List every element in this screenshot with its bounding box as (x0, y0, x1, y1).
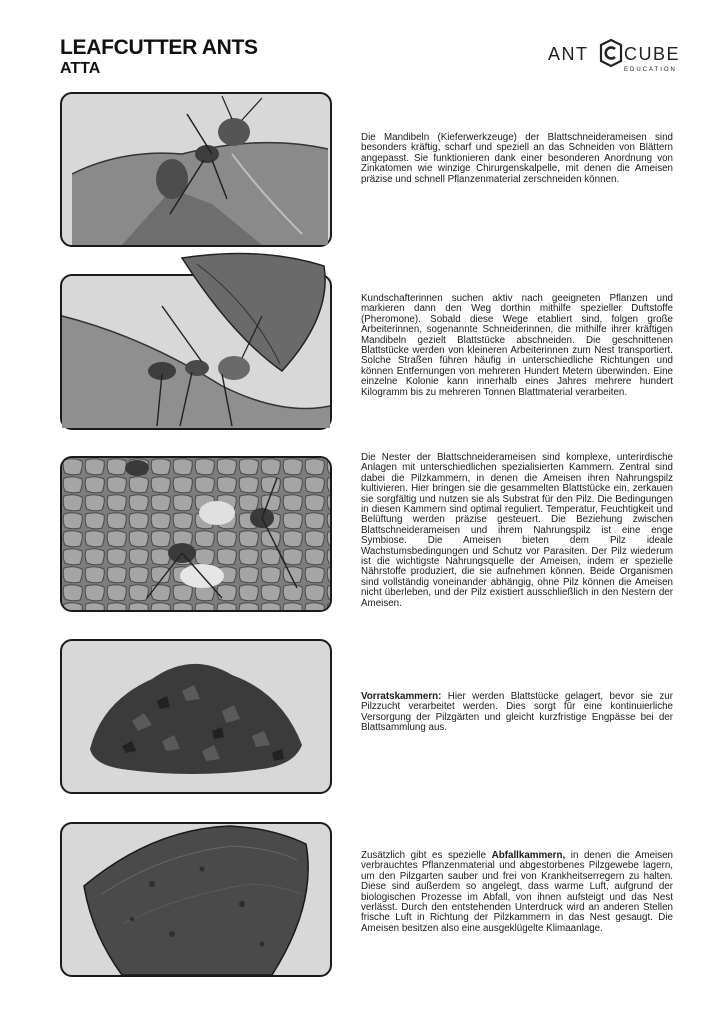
page-title: LEAFCUTTER ANTS (60, 36, 258, 59)
waste-chambers-intro: Zusätzlich gibt es spezielle (361, 850, 492, 861)
ant-carrying-leaf-illustration (60, 274, 332, 430)
text-waste-chambers (361, 851, 673, 934)
ants-in-fungus-garden-illustration (60, 456, 332, 612)
ant-cutting-leaf-illustration (60, 92, 332, 247)
waste-chambers-text: in denen die Ameisen verbrauchtes Pflanzenmaterial und abgestorbenes Pilzgewebe lagern, um den Pilzgarten sauber und frei von Krankheitserregern zu halten. Diese sind außerdem so angelegt, dass warme Luft, aufgrund der biologischen Prozesse im Abfall, von ihnen aufsteigt und das Nest verlässt. Durch den entstehenden Unterdruck wird an anderen Stellen frische Luft in Richtung der Pilzkammern in das Nest gesaugt. Die Ameisen besitzen also eine ausgeklügelte Klimaanlage. (361, 850, 673, 934)
text-storage-chambers (361, 692, 673, 734)
leaf-fragment-pile-illustration (60, 639, 332, 794)
page-subtitle: ATTA (60, 60, 101, 77)
text-nests: Die Nester der Blattschneiderameisen sind komplexe, unterirdische Anlagen mit unterschiedlichen spezialisierten Kammern. Zentral sind dabei die Pilzkammern, in denen die Ameisen ihren Nahrungspilz kultivieren. Hier bringen sie die gesammelten Blattstücke ein, zerkauen sie sorgfältig und nutzen sie als Substrat für den Pilz. Die Bedingungen in diesen Kammern sind optimal reguliert. Temperatur, Feuchtigkeit und Belüftung werden präzise gesteuert. Die Beziehung zwischen Blattschneiderameisen und ihrem Nahrungspilz ist eine enge Symbiose. Die Ameisen bieten dem Pilz ideale Wachstumsbedingungen und Schutz vor Parasiten. Der Pilz wiederum ist die wichtigste Nahrungsquelle der Ameisen, indem er spezielle Nährstoffe produziert, die sie aufnehmen können. Beide Organismen sind vollständig voneinander abhängig, ohne Pilz können die Ameisen nicht überleben, und der Pilz existiert ausschließlich in den Nestern der Ameisen. (361, 452, 673, 609)
text-scouts: Kundschafterinnen suchen aktiv nach geeigneten Pflanzen und markieren dann den Weg dorthin mithilfe spezieller Duftstoffe (Pheromone). Sobald diese Wege etabliert sind, folgen große Arbeiterinnen, sogenannte Schneiderinnen, die mithilfe ihrer kräftigen Mandibeln gezielt Blattstücke abschneiden. Die geschnittenen Blattstücke werden von kleineren Arbeiterinnen zum Nest transportiert. Solche Straßen führen häufig in unterschiedliche Richtungen und können Entfernungen von mehreren Hundert Metern überwinden. Eine einzelne Kolonie kann innerhalb eines Jahres mehrere hundert Kilogramm bis zu mehreren Tonnen Blattmaterial verarbeiten. (361, 293, 673, 398)
antcube-logo (548, 36, 681, 74)
logo-text-right: CUBE (624, 44, 681, 64)
cube-c-icon (601, 40, 621, 66)
waste-chambers-label: Abfallkammern, (491, 850, 566, 861)
storage-chambers-label: Vorratskammern: (361, 691, 442, 702)
waste-mound-illustration (60, 822, 332, 977)
logo-tagline: EDUCATION (624, 67, 677, 73)
text-mandibles: Die Mandibeln (Kieferwerkzeuge) der Blattschneiderameisen sind besonders kräftig, scharf und speziell an das Schneiden von Blättern angepasst. Sie funktionieren dank einer besonderen Anordnung von Zinkatomen wie winzige Chirurgenskalpelle, mit denen die Ameisen präzise und schnell Pflanzenmaterial zerschneiden können. (361, 132, 673, 185)
logo-text-left: ANT (548, 44, 589, 64)
storage-chambers-text: Hier werden Blattstücke gelagert, bevor sie zur Pilzzucht verarbeitet werden. Dies sorgt für eine kontinuierliche Versorgung der Pilzgärten und gleicht kurzfristige Engpässe bei der Blattsammlung aus. (361, 691, 673, 734)
